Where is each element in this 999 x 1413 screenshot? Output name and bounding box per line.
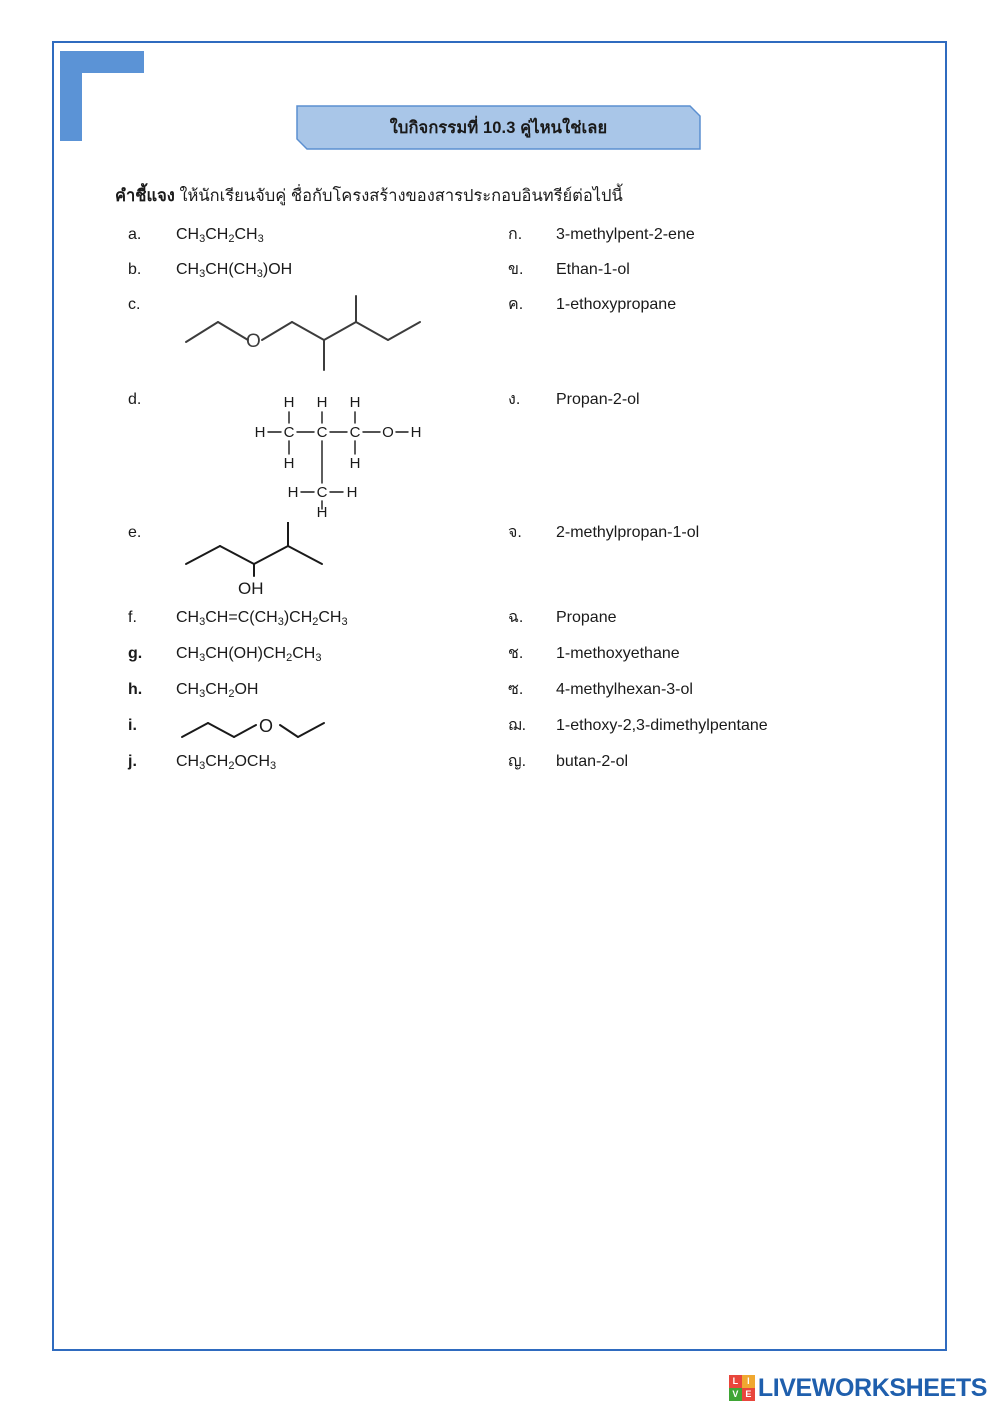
item-marker-c: c. [128, 296, 141, 313]
list-item-d [128, 389, 508, 522]
liveworksheets-wordmark: LIVEWORKSHEETS [757, 1373, 987, 1402]
name-marker-8: ฌ. [508, 717, 527, 734]
svg-text:C: C [283, 424, 295, 441]
item-marker-e: e. [128, 524, 142, 541]
structure-c-skeletal [176, 294, 466, 386]
formula-g: $CH_3CH(OH)CH_2CH_3$ [176, 645, 322, 664]
list-item-e [128, 522, 508, 607]
svg-text:O: O [259, 716, 274, 736]
list-item-f [128, 607, 508, 643]
structure-d-expanded [176, 389, 436, 517]
item-marker-h: h. [128, 681, 143, 698]
structure-e-oh-label: OH [238, 579, 264, 598]
item-marker-b: b. [128, 261, 142, 278]
name-item-7 [508, 679, 928, 715]
list-item-b [128, 259, 508, 294]
name-text-4: 2-methylpropan-1-ol [556, 524, 700, 541]
list-item-j [128, 751, 508, 787]
badge-cell-i: I [742, 1375, 755, 1388]
svg-text:H: H [316, 504, 328, 517]
names-column [508, 224, 928, 787]
badge-cell-l: L [729, 1375, 742, 1388]
structure-i-skeletal [176, 715, 366, 745]
svg-text:H: H [349, 394, 361, 411]
name-marker-3: ง. [508, 391, 521, 408]
name-marker-7: ซ. [508, 681, 524, 698]
svg-text:H: H [410, 424, 422, 441]
item-marker-i: i. [128, 717, 137, 734]
name-text-7: 4-methylhexan-3-ol [556, 681, 693, 698]
list-item-c [128, 294, 508, 389]
formula-j: $CH_3CH_2OCH_3$ [176, 753, 277, 772]
liveworksheets-logo[interactable] [729, 1371, 987, 1405]
liveworksheets-badge-icon [729, 1375, 755, 1401]
name-item-5 [508, 607, 928, 643]
formula-a: $CH_3CH_2CH_3$ [176, 226, 264, 245]
name-item-2 [508, 294, 928, 389]
name-text-2: 1-ethoxypropane [556, 296, 677, 313]
badge-cell-e: E [742, 1388, 755, 1401]
svg-text:O: O [246, 331, 261, 352]
instruction-line [115, 183, 623, 209]
name-text-1: Ethan-1-ol [556, 261, 630, 278]
name-marker-2: ค. [508, 296, 524, 313]
svg-text:H: H [287, 484, 299, 501]
title-banner [295, 104, 702, 151]
formula-b: $CH_3CH(CH_3)OH$ [176, 261, 293, 280]
name-marker-6: ช. [508, 645, 524, 662]
svg-text:C: C [316, 484, 328, 501]
item-marker-d: d. [128, 391, 142, 408]
structures-column [128, 224, 508, 787]
formula-f: $CH_3CH=C(CH_3)CH_2CH_3$ [176, 609, 348, 628]
svg-text:H: H [346, 484, 358, 501]
name-item-6 [508, 643, 928, 679]
name-item-9 [508, 751, 928, 787]
item-marker-g: g. [128, 645, 143, 662]
badge-cell-v: V [729, 1388, 742, 1401]
svg-text:H: H [316, 394, 328, 411]
svg-text:C: C [316, 424, 328, 441]
name-item-0 [508, 224, 928, 259]
formula-h: $CH_3CH_2OH$ [176, 681, 259, 700]
svg-text:H: H [254, 424, 266, 441]
ribbon-decoration [44, 41, 148, 145]
name-item-1 [508, 259, 928, 294]
name-item-4 [508, 522, 928, 607]
svg-text:C: C [349, 424, 361, 441]
structure-e-skeletal [176, 522, 426, 602]
list-item-h [128, 679, 508, 715]
item-marker-a: a. [128, 226, 142, 243]
item-marker-f: f. [128, 609, 137, 626]
name-marker-1: ข. [508, 261, 524, 278]
instruction-text: ให้นักเรียนจับคู่ ชื่อกับโครงสร้างของสารประกอบอินทรีย์ต่อไปนี้ [174, 187, 623, 205]
name-text-5: Propane [556, 609, 617, 626]
name-item-8 [508, 715, 928, 751]
name-text-9: butan-2-ol [556, 753, 629, 770]
name-item-3 [508, 389, 928, 522]
name-text-8: 1-ethoxy-2,3-dimethylpentane [556, 717, 768, 734]
name-text-0: 3-methylpent-2-ene [556, 226, 695, 243]
name-text-3: Propan-2-ol [556, 391, 640, 408]
item-marker-j: j. [128, 753, 137, 770]
name-marker-5: ฉ. [508, 609, 524, 626]
list-item-i [128, 715, 508, 751]
page-title: ใบกิจกรรมที่ 10.3 คู่ไหนใช่เลย [389, 118, 608, 137]
list-item-a [128, 224, 508, 259]
svg-text:H: H [349, 455, 361, 472]
name-text-6: 1-methoxyethane [556, 645, 680, 662]
name-marker-9: ญ. [508, 753, 527, 770]
list-item-g [128, 643, 508, 679]
svg-text:O: O [382, 424, 394, 441]
svg-text:H: H [283, 455, 295, 472]
instruction-label: คำชี้แจง [115, 187, 175, 205]
name-marker-4: จ. [508, 524, 522, 541]
svg-text:H: H [283, 394, 295, 411]
name-marker-0: ก. [508, 226, 523, 243]
